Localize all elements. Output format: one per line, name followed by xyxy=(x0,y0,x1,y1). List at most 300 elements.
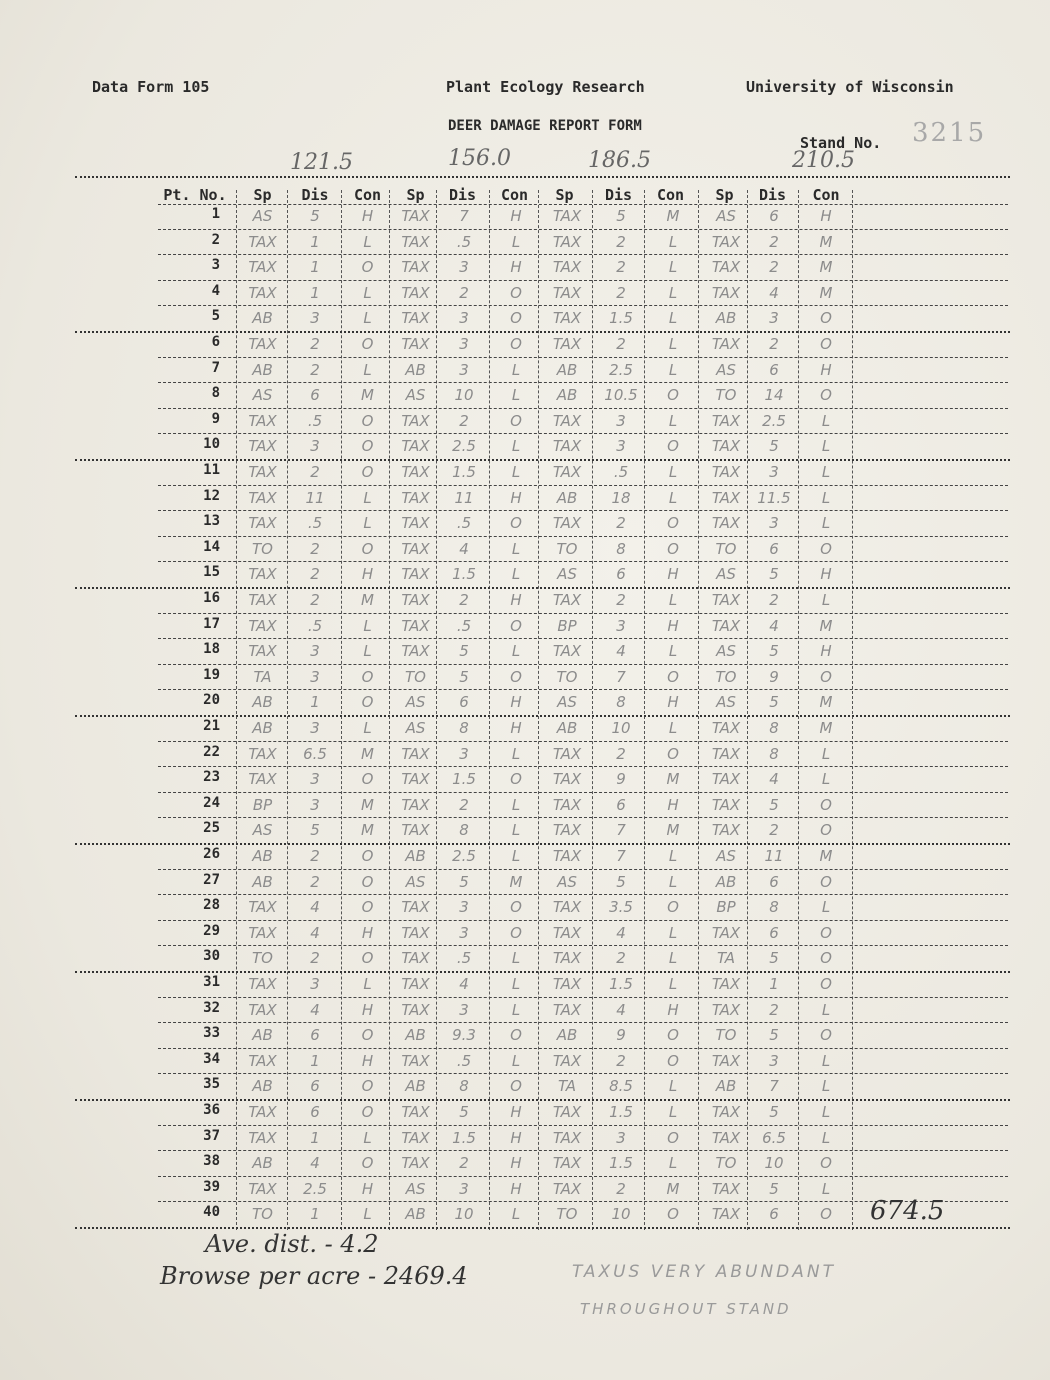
point-number: 11 xyxy=(203,462,220,478)
species-cell: AS xyxy=(252,386,273,405)
distance-cell: 5 xyxy=(310,207,320,225)
species-cell: AB xyxy=(252,872,273,891)
species-cell: TA xyxy=(716,949,736,968)
distance-cell: 6 xyxy=(310,1026,320,1045)
condition-cell: H xyxy=(361,1179,374,1198)
species-cell: TAX xyxy=(248,616,277,635)
header-rule xyxy=(158,204,1008,205)
distance-cell: 1.5 xyxy=(609,1154,633,1173)
browse-per-acre: Browse per acre - 2469.4 xyxy=(160,1262,468,1290)
distance-cell: 2 xyxy=(310,539,320,558)
row-rule xyxy=(158,920,1008,921)
point-number: 36 xyxy=(203,1102,220,1118)
row-rule xyxy=(158,561,1008,562)
transect-mark-1: 121.5 xyxy=(290,150,353,175)
species-cell: AS xyxy=(252,207,273,225)
condition-cell: L xyxy=(668,719,678,737)
species-cell: TAX xyxy=(248,1103,277,1121)
species-cell: TAX xyxy=(552,642,582,661)
species-cell: AB xyxy=(556,719,578,737)
distance-cell: 1 xyxy=(310,232,320,251)
species-cell: TAX xyxy=(401,795,430,814)
species-cell: TAX xyxy=(248,411,277,430)
distance-cell: 8 xyxy=(459,821,469,840)
distance-cell: 11 xyxy=(764,847,784,865)
distance-cell: .5 xyxy=(307,411,323,430)
condition-cell: O xyxy=(820,667,832,686)
condition-cell: L xyxy=(821,1179,831,1198)
stand-label: Stand No. xyxy=(800,134,882,152)
condition-cell: M xyxy=(361,795,374,814)
species-cell: TAX xyxy=(248,898,277,917)
distance-cell: 10 xyxy=(454,386,474,405)
species-cell: AB xyxy=(405,360,426,379)
species-cell: TO xyxy=(405,667,426,686)
species-cell: TAX xyxy=(711,488,741,507)
condition-cell: L xyxy=(668,411,678,430)
condition-cell: O xyxy=(667,744,679,763)
condition-cell: H xyxy=(510,693,522,712)
transect-mark-2: 156.0 xyxy=(448,146,511,171)
species-cell: TAX xyxy=(401,616,430,635)
distance-cell: 1 xyxy=(769,975,779,993)
distance-cell: 3 xyxy=(459,360,469,379)
species-cell: AS xyxy=(405,693,426,712)
distance-cell: 1.5 xyxy=(609,975,633,993)
species-cell: TAX xyxy=(711,258,741,277)
condition-cell: L xyxy=(363,1205,372,1224)
distance-cell: 2 xyxy=(310,847,320,865)
distance-cell: .5 xyxy=(307,514,323,533)
condition-cell: L xyxy=(668,463,678,481)
species-cell: TAX xyxy=(401,1128,430,1147)
distance-cell: 2 xyxy=(616,232,626,251)
species-cell: TAX xyxy=(711,821,741,840)
distance-cell: 4 xyxy=(616,1000,626,1019)
distance-cell: 2 xyxy=(616,258,626,277)
distance-cell: 2 xyxy=(616,1179,626,1198)
point-number: 8 xyxy=(211,385,220,402)
distance-cell: 2 xyxy=(310,360,320,379)
condition-cell: L xyxy=(363,232,372,251)
species-cell: TAX xyxy=(711,795,741,814)
species-cell: TAX xyxy=(552,1128,582,1147)
condition-cell: H xyxy=(510,1154,522,1173)
condition-cell: L xyxy=(363,719,372,737)
condition-cell: L xyxy=(821,744,831,763)
species-cell: TAX xyxy=(401,770,430,789)
condition-cell: L xyxy=(668,949,678,968)
point-number: 35 xyxy=(203,1076,220,1093)
species-cell: AB xyxy=(405,1077,426,1096)
condition-cell: H xyxy=(510,258,522,277)
distance-cell: 1.5 xyxy=(452,1128,476,1147)
row-rule xyxy=(158,638,1008,639)
row-rule xyxy=(75,971,1010,973)
species-cell: TAX xyxy=(401,232,430,251)
col-header-sp: Sp xyxy=(555,186,574,204)
distance-cell: 2 xyxy=(459,283,469,302)
distance-cell: .5 xyxy=(456,1051,472,1070)
condition-cell: O xyxy=(510,898,522,917)
condition-cell: L xyxy=(821,770,831,789)
species-cell: TAX xyxy=(248,232,277,251)
condition-cell: M xyxy=(819,283,833,302)
species-cell: TAX xyxy=(248,514,277,533)
distance-cell: 5 xyxy=(769,642,779,661)
distance-cell: 2 xyxy=(769,821,779,840)
condition-cell: O xyxy=(510,411,522,430)
species-cell: TAX xyxy=(711,1103,741,1121)
species-cell: TO xyxy=(556,539,578,558)
species-cell: AB xyxy=(252,360,273,379)
condition-cell: L xyxy=(821,411,831,430)
condition-cell: M xyxy=(666,770,680,789)
condition-cell: O xyxy=(667,514,679,533)
species-cell: TAX xyxy=(248,565,277,584)
distance-cell: 5 xyxy=(769,693,779,712)
point-number: 22 xyxy=(203,743,220,760)
distance-cell: 11 xyxy=(454,488,474,507)
point-number: 25 xyxy=(203,820,220,837)
distance-cell: 1.5 xyxy=(452,770,476,789)
species-cell: TAX xyxy=(248,335,277,353)
distance-cell: 2 xyxy=(459,591,469,609)
condition-cell: L xyxy=(363,975,372,993)
species-cell: TAX xyxy=(248,923,277,942)
point-number: 3 xyxy=(211,257,220,274)
point-number: 15 xyxy=(203,564,220,581)
distance-cell: 3 xyxy=(310,437,320,456)
species-cell: TAX xyxy=(711,591,741,609)
condition-cell: O xyxy=(510,1077,522,1096)
distance-cell: 2 xyxy=(616,744,626,763)
species-cell: TAX xyxy=(248,283,277,302)
species-cell: AS xyxy=(557,872,577,891)
row-rule xyxy=(158,1073,1008,1074)
row-rule xyxy=(158,741,1008,742)
distance-cell: 5 xyxy=(459,642,469,661)
condition-cell: M xyxy=(666,821,680,840)
species-cell: TAX xyxy=(248,642,277,661)
distance-cell: 4 xyxy=(769,616,779,635)
species-cell: TAX xyxy=(401,923,430,942)
row-rule xyxy=(75,1227,1010,1229)
condition-cell: H xyxy=(510,1103,522,1121)
distance-cell: 2.5 xyxy=(303,1179,327,1198)
species-cell: TAX xyxy=(401,514,430,533)
condition-cell: H xyxy=(667,565,679,584)
species-cell: TAX xyxy=(248,770,277,789)
species-cell: AB xyxy=(556,488,578,507)
distance-cell: 4 xyxy=(769,770,779,789)
species-cell: BP xyxy=(716,898,736,917)
condition-cell: L xyxy=(668,488,678,507)
distance-cell: 8 xyxy=(769,719,779,737)
condition-cell: O xyxy=(361,1154,374,1173)
species-cell: TAX xyxy=(248,258,277,277)
point-number: 6 xyxy=(211,334,220,350)
distance-cell: 5 xyxy=(769,795,779,814)
condition-cell: L xyxy=(821,1077,831,1096)
condition-cell: M xyxy=(666,1179,680,1198)
species-cell: TAX xyxy=(248,1051,277,1070)
col-header-sp: Sp xyxy=(406,186,425,204)
point-number: 5 xyxy=(211,308,220,325)
condition-cell: L xyxy=(511,232,521,251)
condition-cell: L xyxy=(363,488,372,507)
species-cell: TO xyxy=(715,539,737,558)
distance-cell: 3 xyxy=(310,667,320,686)
distance-cell: 10 xyxy=(764,1154,784,1173)
row-rule xyxy=(158,305,1008,306)
species-cell: TAX xyxy=(401,949,430,968)
species-cell: AB xyxy=(556,360,578,379)
distance-cell: 4 xyxy=(616,642,626,661)
condition-cell: L xyxy=(511,565,521,584)
distance-cell: 5 xyxy=(769,949,779,968)
condition-cell: O xyxy=(820,821,832,840)
species-cell: TAX xyxy=(711,514,741,533)
species-cell: AB xyxy=(252,847,273,865)
condition-cell: O xyxy=(361,335,374,353)
distance-cell: 6 xyxy=(769,1205,779,1224)
point-number: 17 xyxy=(203,615,220,632)
species-cell: TAX xyxy=(401,411,430,430)
point-number: 4 xyxy=(211,282,220,299)
species-cell: TAX xyxy=(552,1051,582,1070)
species-cell: TAX xyxy=(401,565,430,584)
species-cell: TAX xyxy=(711,411,741,430)
distance-cell: 2 xyxy=(459,795,469,814)
point-number: 10 xyxy=(203,436,220,453)
distance-cell: 6 xyxy=(310,1077,320,1096)
distance-cell: 9.3 xyxy=(452,1026,476,1045)
form-id: Data Form 105 xyxy=(92,78,210,96)
distance-cell: 3 xyxy=(459,309,469,328)
distance-cell: 1.5 xyxy=(452,565,476,584)
distance-cell: 7 xyxy=(769,1077,779,1096)
row-rule xyxy=(158,1176,1008,1177)
species-cell: AB xyxy=(405,847,426,865)
condition-cell: L xyxy=(511,1051,521,1070)
distance-cell: 5 xyxy=(616,872,626,891)
species-cell: TAX xyxy=(711,1051,741,1070)
species-cell: TAX xyxy=(401,437,430,456)
species-cell: BP xyxy=(252,795,273,814)
species-cell: TAX xyxy=(401,591,430,609)
row-rule xyxy=(158,1048,1008,1049)
condition-cell: L xyxy=(821,898,831,917)
condition-cell: O xyxy=(510,923,522,942)
distance-cell: .5 xyxy=(456,949,472,968)
condition-cell: H xyxy=(361,207,374,225)
species-cell: TAX xyxy=(401,258,430,277)
condition-cell: H xyxy=(820,360,832,379)
point-number: 30 xyxy=(203,948,220,965)
point-number: 13 xyxy=(203,513,220,530)
distance-cell: 4 xyxy=(616,923,626,942)
row-rule xyxy=(158,433,1008,434)
species-cell: AB xyxy=(252,1077,273,1096)
row-rule xyxy=(158,280,1008,281)
distance-cell: 6 xyxy=(769,923,779,942)
row-rule xyxy=(158,792,1008,793)
row-rule xyxy=(158,613,1008,614)
condition-cell: O xyxy=(667,437,679,456)
species-cell: AB xyxy=(715,309,737,328)
distance-cell: 1 xyxy=(310,693,320,712)
distance-cell: 3 xyxy=(459,744,469,763)
distance-cell: 3 xyxy=(459,1179,469,1198)
distance-cell: 2 xyxy=(459,1154,469,1173)
point-number: 19 xyxy=(203,666,220,683)
condition-cell: O xyxy=(820,975,832,993)
point-number: 28 xyxy=(203,897,220,914)
condition-cell: O xyxy=(361,949,374,968)
distance-cell: 9 xyxy=(616,1026,626,1045)
transect-mark-3: 186.5 xyxy=(588,148,651,173)
species-cell: TAX xyxy=(552,949,582,968)
species-cell: TAX xyxy=(552,309,582,328)
species-cell: TAX xyxy=(401,1154,430,1173)
condition-cell: H xyxy=(361,923,374,942)
species-cell: TO xyxy=(715,1154,737,1173)
distance-cell: 6 xyxy=(769,360,779,379)
species-cell: AS xyxy=(405,386,426,405)
condition-cell: L xyxy=(668,591,678,609)
col-header-con: Con xyxy=(812,186,840,204)
department: Plant Ecology Research xyxy=(446,78,645,96)
condition-cell: L xyxy=(668,1077,678,1096)
distance-cell: 7 xyxy=(459,207,469,225)
condition-cell: L xyxy=(511,463,521,481)
col-header-sp: Sp xyxy=(715,186,734,204)
condition-cell: L xyxy=(511,795,521,814)
row-rule xyxy=(158,357,1008,358)
row-rule xyxy=(158,1150,1008,1151)
point-number: 38 xyxy=(203,1153,220,1170)
condition-cell: M xyxy=(819,693,833,712)
condition-cell: O xyxy=(510,1026,522,1045)
distance-cell: 18 xyxy=(611,488,631,507)
species-cell: TAX xyxy=(711,975,741,993)
condition-cell: O xyxy=(510,283,522,302)
condition-cell: O xyxy=(667,667,679,686)
distance-cell: 2 xyxy=(769,232,779,251)
species-cell: TAX xyxy=(552,258,582,277)
condition-cell: O xyxy=(820,335,832,353)
distance-cell: 8 xyxy=(616,539,626,558)
condition-cell: L xyxy=(511,821,521,840)
condition-cell: L xyxy=(511,949,521,968)
species-cell: TO xyxy=(252,949,273,968)
species-cell: TAX xyxy=(552,514,582,533)
species-cell: TAX xyxy=(401,1051,430,1070)
distance-cell: 8 xyxy=(769,898,779,917)
species-cell: TAX xyxy=(552,1154,582,1173)
species-cell: TAX xyxy=(711,1000,741,1019)
condition-cell: M xyxy=(361,821,374,840)
condition-cell: O xyxy=(820,309,832,328)
distance-cell: 2 xyxy=(616,335,626,353)
distance-cell: 11.5 xyxy=(757,488,791,507)
col-header-dis: Dis xyxy=(604,186,633,204)
condition-cell: O xyxy=(820,872,832,891)
condition-cell: L xyxy=(511,744,521,763)
condition-cell: L xyxy=(668,360,678,379)
distance-cell: 6 xyxy=(769,207,779,225)
species-cell: AS xyxy=(716,847,736,865)
point-number: 24 xyxy=(203,794,220,811)
species-cell: TAX xyxy=(552,1103,582,1121)
condition-cell: O xyxy=(361,258,374,277)
distance-cell: 4 xyxy=(310,923,320,942)
row-rule xyxy=(158,1022,1008,1023)
distance-cell: 8 xyxy=(459,719,469,737)
point-number: 29 xyxy=(203,922,220,939)
species-cell: TO xyxy=(556,1205,578,1224)
condition-cell: L xyxy=(821,488,831,507)
row-rule xyxy=(158,664,1008,665)
condition-cell: L xyxy=(511,847,521,865)
species-cell: TAX xyxy=(552,1000,582,1019)
condition-cell: H xyxy=(510,591,522,609)
species-cell: TAX xyxy=(552,923,582,942)
distance-cell: 3 xyxy=(459,335,469,353)
species-cell: TO xyxy=(715,1026,737,1045)
condition-cell: O xyxy=(361,667,374,686)
distance-cell: 1.5 xyxy=(452,463,476,481)
distance-cell: 3 xyxy=(310,642,320,661)
species-cell: TAX xyxy=(401,283,430,302)
row-rule xyxy=(158,254,1008,255)
condition-cell: O xyxy=(820,949,832,968)
distance-cell: 8 xyxy=(616,693,626,712)
condition-cell: O xyxy=(820,386,832,405)
average-distance: Ave. dist. - 4.2 xyxy=(205,1230,379,1258)
distance-cell: 1 xyxy=(310,1128,320,1147)
distance-cell: 4 xyxy=(310,898,320,917)
condition-cell: O xyxy=(667,898,679,917)
condition-cell: H xyxy=(510,1128,522,1147)
condition-cell: L xyxy=(511,642,521,661)
distance-cell: 3 xyxy=(459,1000,469,1019)
condition-cell: L xyxy=(668,872,678,891)
distance-cell: 10 xyxy=(611,719,631,737)
condition-cell: O xyxy=(361,898,374,917)
species-cell: TAX xyxy=(552,795,582,814)
point-number: 37 xyxy=(203,1127,220,1144)
condition-cell: O xyxy=(361,1103,374,1121)
condition-cell: L xyxy=(668,232,678,251)
condition-cell: H xyxy=(361,1051,374,1070)
condition-cell: L xyxy=(363,360,372,379)
distance-cell: 3 xyxy=(616,437,626,456)
species-cell: TAX xyxy=(401,898,430,917)
distance-cell: 2.5 xyxy=(452,437,476,456)
condition-cell: L xyxy=(821,514,831,533)
distance-cell: 5 xyxy=(459,1103,469,1121)
distance-cell: 5 xyxy=(769,437,779,456)
transect-mark-4: 210.5 xyxy=(792,148,855,173)
condition-cell: O xyxy=(820,795,832,814)
university: University of Wisconsin xyxy=(746,78,954,96)
condition-cell: M xyxy=(819,719,833,737)
distance-cell: 2 xyxy=(310,949,320,968)
condition-cell: O xyxy=(667,1205,679,1224)
species-cell: TA xyxy=(253,667,272,686)
